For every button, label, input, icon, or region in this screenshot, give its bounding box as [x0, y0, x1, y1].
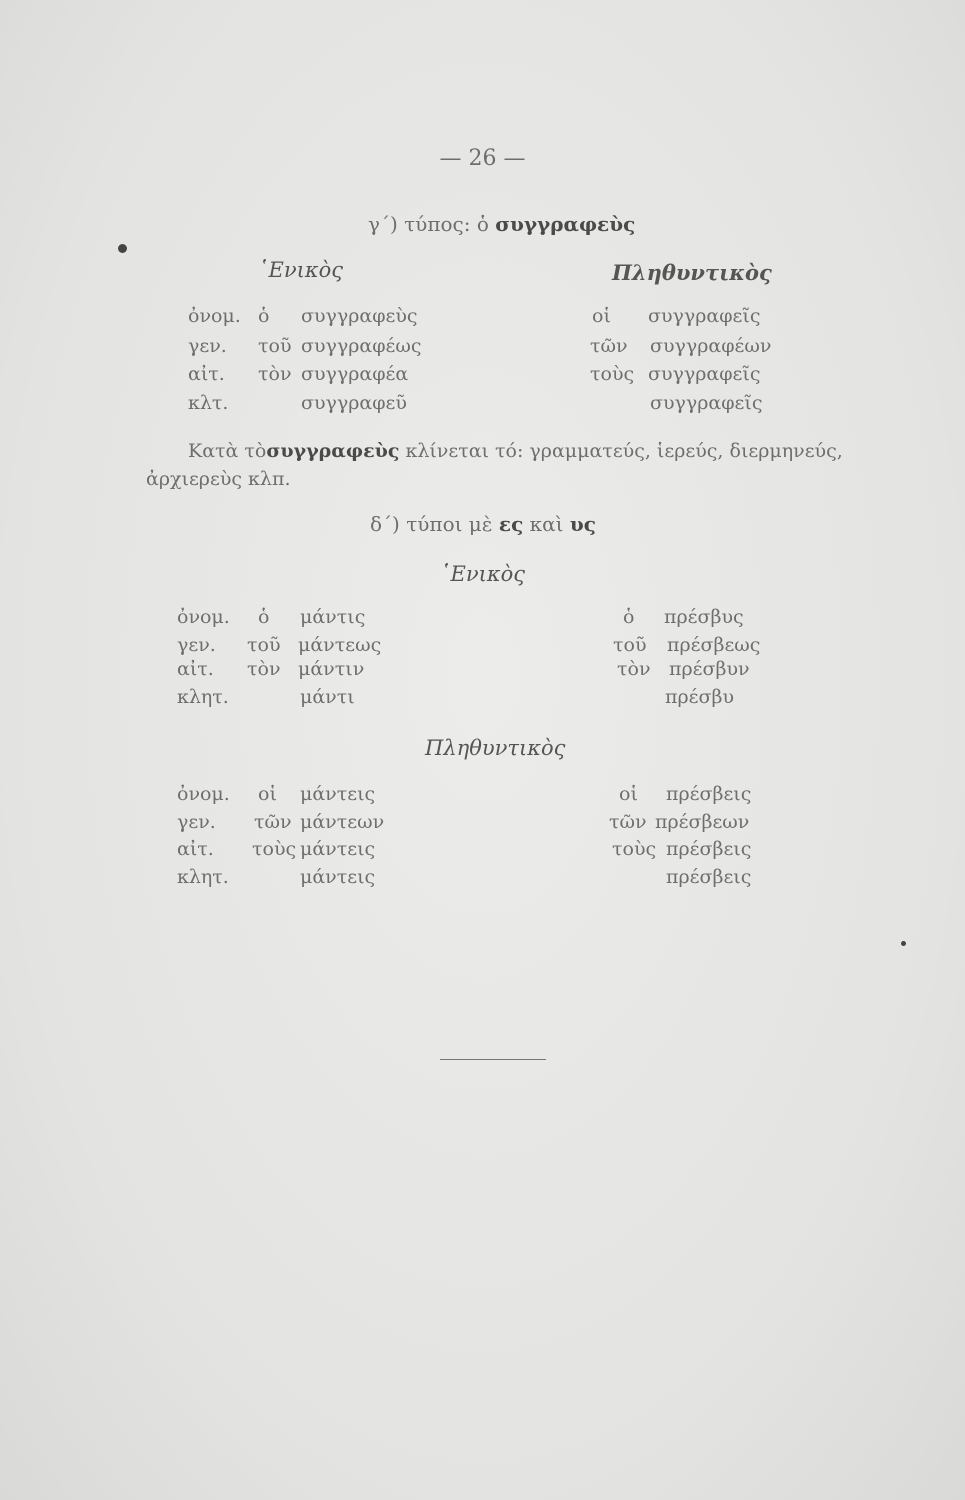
first-article: τοὺς	[252, 838, 297, 860]
section-c-title-word: συγγραφεὺς	[495, 212, 636, 236]
plural-article: τῶν	[590, 335, 628, 357]
first-form: μάντι	[300, 686, 355, 708]
note-word: συγγραφεὺς	[266, 440, 400, 462]
first-form: μάντιν	[298, 658, 365, 680]
section-d-title-us: υς	[569, 512, 596, 536]
note-line-2: ἀρχιερεὺς κλπ.	[146, 468, 291, 490]
second-article: τὸν	[617, 658, 651, 680]
first-form: μάντεις	[300, 838, 376, 860]
singular-article: ὁ	[258, 305, 270, 327]
singular-form: συγγραφεὺς	[301, 305, 418, 327]
second-form: πρέσβεων	[655, 811, 750, 833]
section-d-singular-row	[177, 658, 777, 686]
first-article: τῶν	[254, 811, 292, 833]
singular-article: τοῦ	[258, 335, 292, 357]
section-d-plural-row	[177, 838, 777, 866]
second-form: πρέσβυς	[664, 606, 744, 628]
section-c-title-prefix: γ΄) τύπος: ὁ	[368, 212, 489, 236]
ink-speck	[901, 941, 906, 946]
case-label: αἰτ.	[188, 363, 225, 385]
second-form: πρέσβεις	[666, 783, 752, 805]
section-d-plural-row	[177, 866, 777, 894]
section-c-title	[368, 212, 635, 236]
section-d-singular-row	[177, 686, 777, 714]
case-label: κλτ.	[188, 392, 229, 414]
first-article: τοῦ	[247, 634, 281, 656]
plural-form: συγγραφεῖς	[648, 363, 761, 385]
case-label: ὀνομ.	[177, 783, 230, 805]
end-rule	[440, 1059, 546, 1060]
section-d-title	[370, 512, 596, 536]
case-label: γεν.	[177, 811, 216, 833]
second-form: πρέσβυ	[665, 686, 735, 708]
second-article: τοὺς	[612, 838, 657, 860]
note-line-1	[188, 438, 843, 464]
section-c-singular-heading: ῾Ενικὸς	[258, 258, 344, 282]
second-article: τοῦ	[613, 634, 647, 656]
case-label: γεν.	[177, 634, 216, 656]
first-form: μάντις	[300, 606, 366, 628]
first-article: οἱ	[258, 783, 277, 805]
section-d-plural-row	[177, 811, 777, 839]
plural-form: συγγραφέων	[650, 335, 772, 357]
note-prefix: Κατὰ τὸ	[188, 440, 267, 462]
note-rest: κλίνεται τό: γραμματεύς, ἱερεύς, διερμηνεύς,	[405, 440, 843, 462]
singular-article: τὸν	[258, 363, 292, 385]
plural-article: οἱ	[592, 305, 611, 327]
second-form: πρέσβυν	[669, 658, 750, 680]
singular-form: συγγραφέα	[301, 363, 409, 385]
case-label: γεν.	[188, 335, 227, 357]
second-article: ὁ	[623, 606, 635, 628]
page-number: — 26 —	[439, 146, 526, 171]
second-form: πρέσβεις	[666, 838, 752, 860]
first-article: ὁ	[258, 606, 270, 628]
plural-form: συγγραφεῖς	[650, 392, 763, 414]
second-article: τῶν	[609, 811, 647, 833]
first-form: μάντεων	[300, 811, 385, 833]
first-form: μάντεις	[300, 866, 376, 888]
case-label: ὀνομ.	[188, 305, 241, 327]
singular-form: συγγραφέως	[301, 335, 422, 357]
second-form: πρέσβεως	[667, 634, 761, 656]
first-form: μάντεως	[298, 634, 382, 656]
case-label: αἰτ.	[177, 838, 214, 860]
section-c-row	[188, 392, 788, 420]
section-c-plural-heading: Πληθυντικὸς	[612, 260, 772, 285]
case-label: κλητ.	[177, 866, 229, 888]
singular-form: συγγραφεῦ	[301, 392, 407, 414]
case-label: κλητ.	[177, 686, 229, 708]
section-c-row	[188, 305, 788, 333]
section-d-title-es: ες	[498, 512, 524, 536]
section-c-row	[188, 335, 788, 363]
plural-form: συγγραφεῖς	[648, 305, 761, 327]
second-form: πρέσβεις	[666, 866, 752, 888]
section-d-title-prefix: δ΄) τύποι μὲ	[370, 512, 493, 536]
case-label: αἰτ.	[177, 658, 214, 680]
first-article: τὸν	[247, 658, 281, 680]
ink-speck	[118, 244, 127, 253]
section-d-plural-heading: Πληθυντικὸς	[425, 736, 566, 760]
case-label: ὀνομ.	[177, 606, 230, 628]
second-article: οἱ	[619, 783, 638, 805]
section-d-title-kai: καὶ	[529, 512, 564, 536]
section-d-singular-heading: ῾Ενικὸς	[440, 562, 526, 586]
section-d-singular-row	[177, 606, 777, 634]
section-c-row	[188, 363, 788, 391]
plural-article: τοὺς	[590, 363, 635, 385]
first-form: μάντεις	[300, 783, 376, 805]
section-d-plural-row	[177, 783, 777, 811]
